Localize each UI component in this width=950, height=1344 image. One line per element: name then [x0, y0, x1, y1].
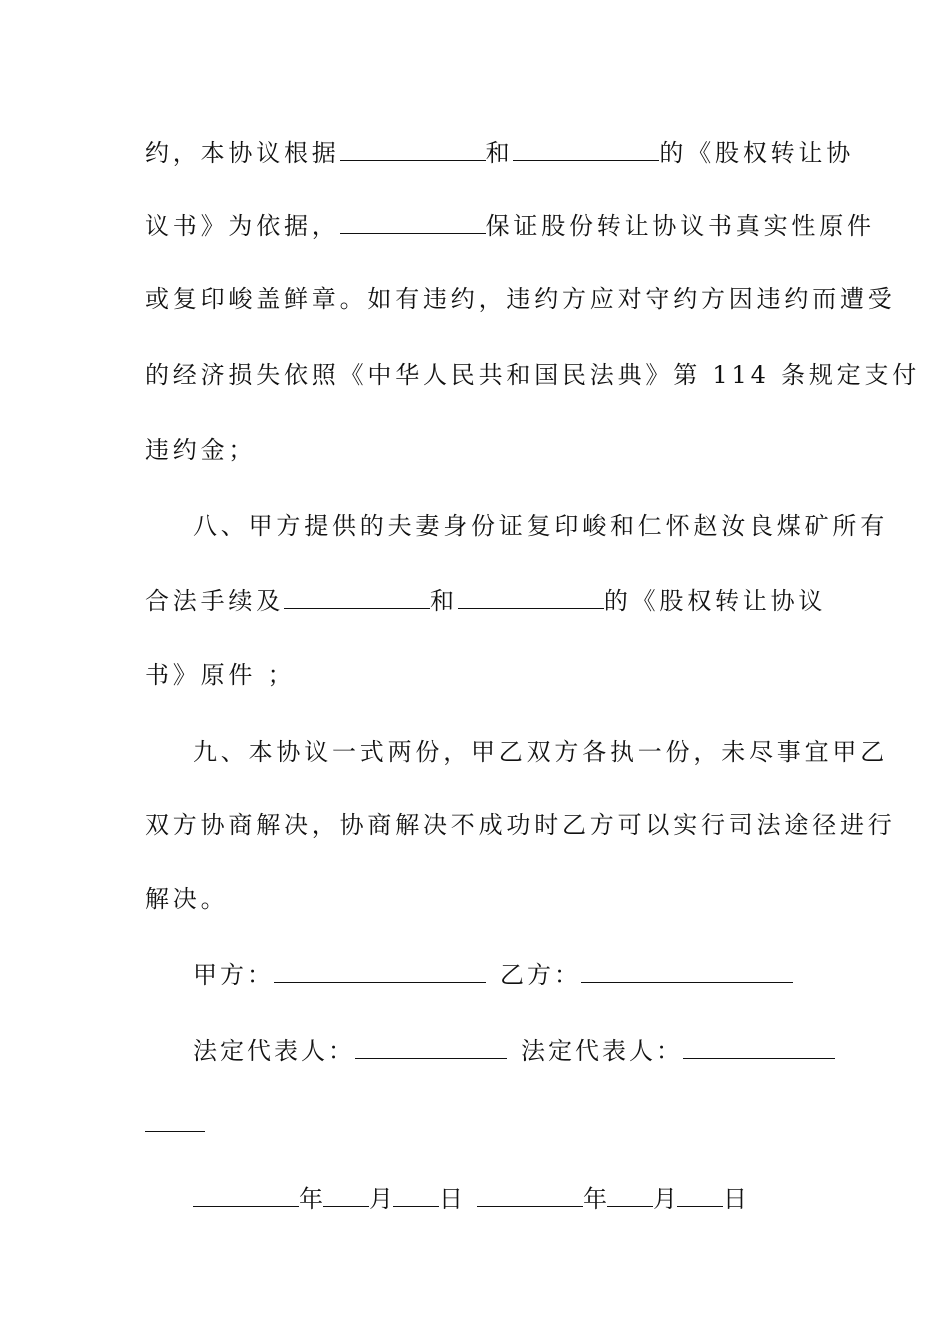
clause-7-line-1 — [145, 138, 855, 168]
day-b-label: 日 — [723, 1185, 747, 1213]
clause-7-line-4: 的经济损失依照《中华人民共和国民法典》第 114 条规定支付 — [145, 361, 921, 389]
blank-line — [340, 211, 486, 234]
text: 和 — [485, 139, 514, 167]
party-b-blank — [581, 960, 793, 983]
rep-a-label: 法定代表人： — [193, 1037, 355, 1065]
year-b-blank — [477, 1184, 583, 1207]
clause-9-line-2: 双方协商解决，协商解决不成功时乙方可以实行司法途径进行 — [145, 811, 896, 839]
rep-b-blank-continued — [145, 1131, 205, 1132]
representative-row — [193, 1036, 835, 1066]
rep-b-label: 法定代表人： — [521, 1037, 683, 1065]
text: 议书》为依据， — [145, 212, 340, 240]
year-a-blank — [193, 1184, 299, 1207]
day-b-blank — [677, 1184, 723, 1207]
month-a-blank — [323, 1184, 369, 1207]
clause-7-line-5: 违约金； — [145, 436, 257, 464]
month-a-label: 月 — [369, 1185, 393, 1213]
month-b-label: 月 — [653, 1185, 677, 1213]
blank-line — [513, 138, 659, 161]
party-a-blank — [274, 960, 486, 983]
text: 的《股权转让协议 — [603, 587, 827, 615]
year-a-label: 年 — [299, 1185, 323, 1213]
clause-7-line-2 — [145, 211, 875, 241]
day-a-blank — [393, 1184, 439, 1207]
rep-b-blank — [683, 1036, 835, 1059]
blank-line — [284, 586, 430, 609]
clause-8-line-1: 八、甲方提供的夫妻身份证复印峻和仁怀赵汝良煤矿所有 — [193, 512, 888, 540]
clause-9-line-3: 解决。 — [145, 885, 229, 913]
text: 和 — [430, 587, 458, 615]
blank-line — [340, 138, 486, 161]
party-signature-row — [193, 960, 793, 990]
blank-line — [458, 586, 604, 609]
party-a-label: 甲方： — [193, 961, 274, 989]
date-row — [193, 1184, 747, 1214]
clause-8-line-2 — [145, 586, 825, 616]
year-b-label: 年 — [583, 1185, 607, 1213]
text: 约，本协议根据 — [145, 139, 340, 167]
text: 的《股权转让协 — [659, 139, 855, 167]
party-b-label: 乙方： — [500, 961, 581, 989]
clause-9-line-1: 九、本协议一式两份，甲乙双方各执一份，未尽事宜甲乙 — [193, 738, 888, 766]
day-a-label: 日 — [439, 1185, 463, 1213]
clause-8-line-3: 书》原件 ； — [145, 661, 296, 689]
rep-a-blank — [355, 1036, 507, 1059]
text: 保证股份转让协议书真实性原件 — [485, 212, 875, 240]
text: 合法手续及 — [145, 587, 284, 615]
month-b-blank — [607, 1184, 653, 1207]
clause-7-line-3: 或复印峻盖鲜章。如有违约，违约方应对守约方因违约而遭受 — [145, 285, 896, 313]
